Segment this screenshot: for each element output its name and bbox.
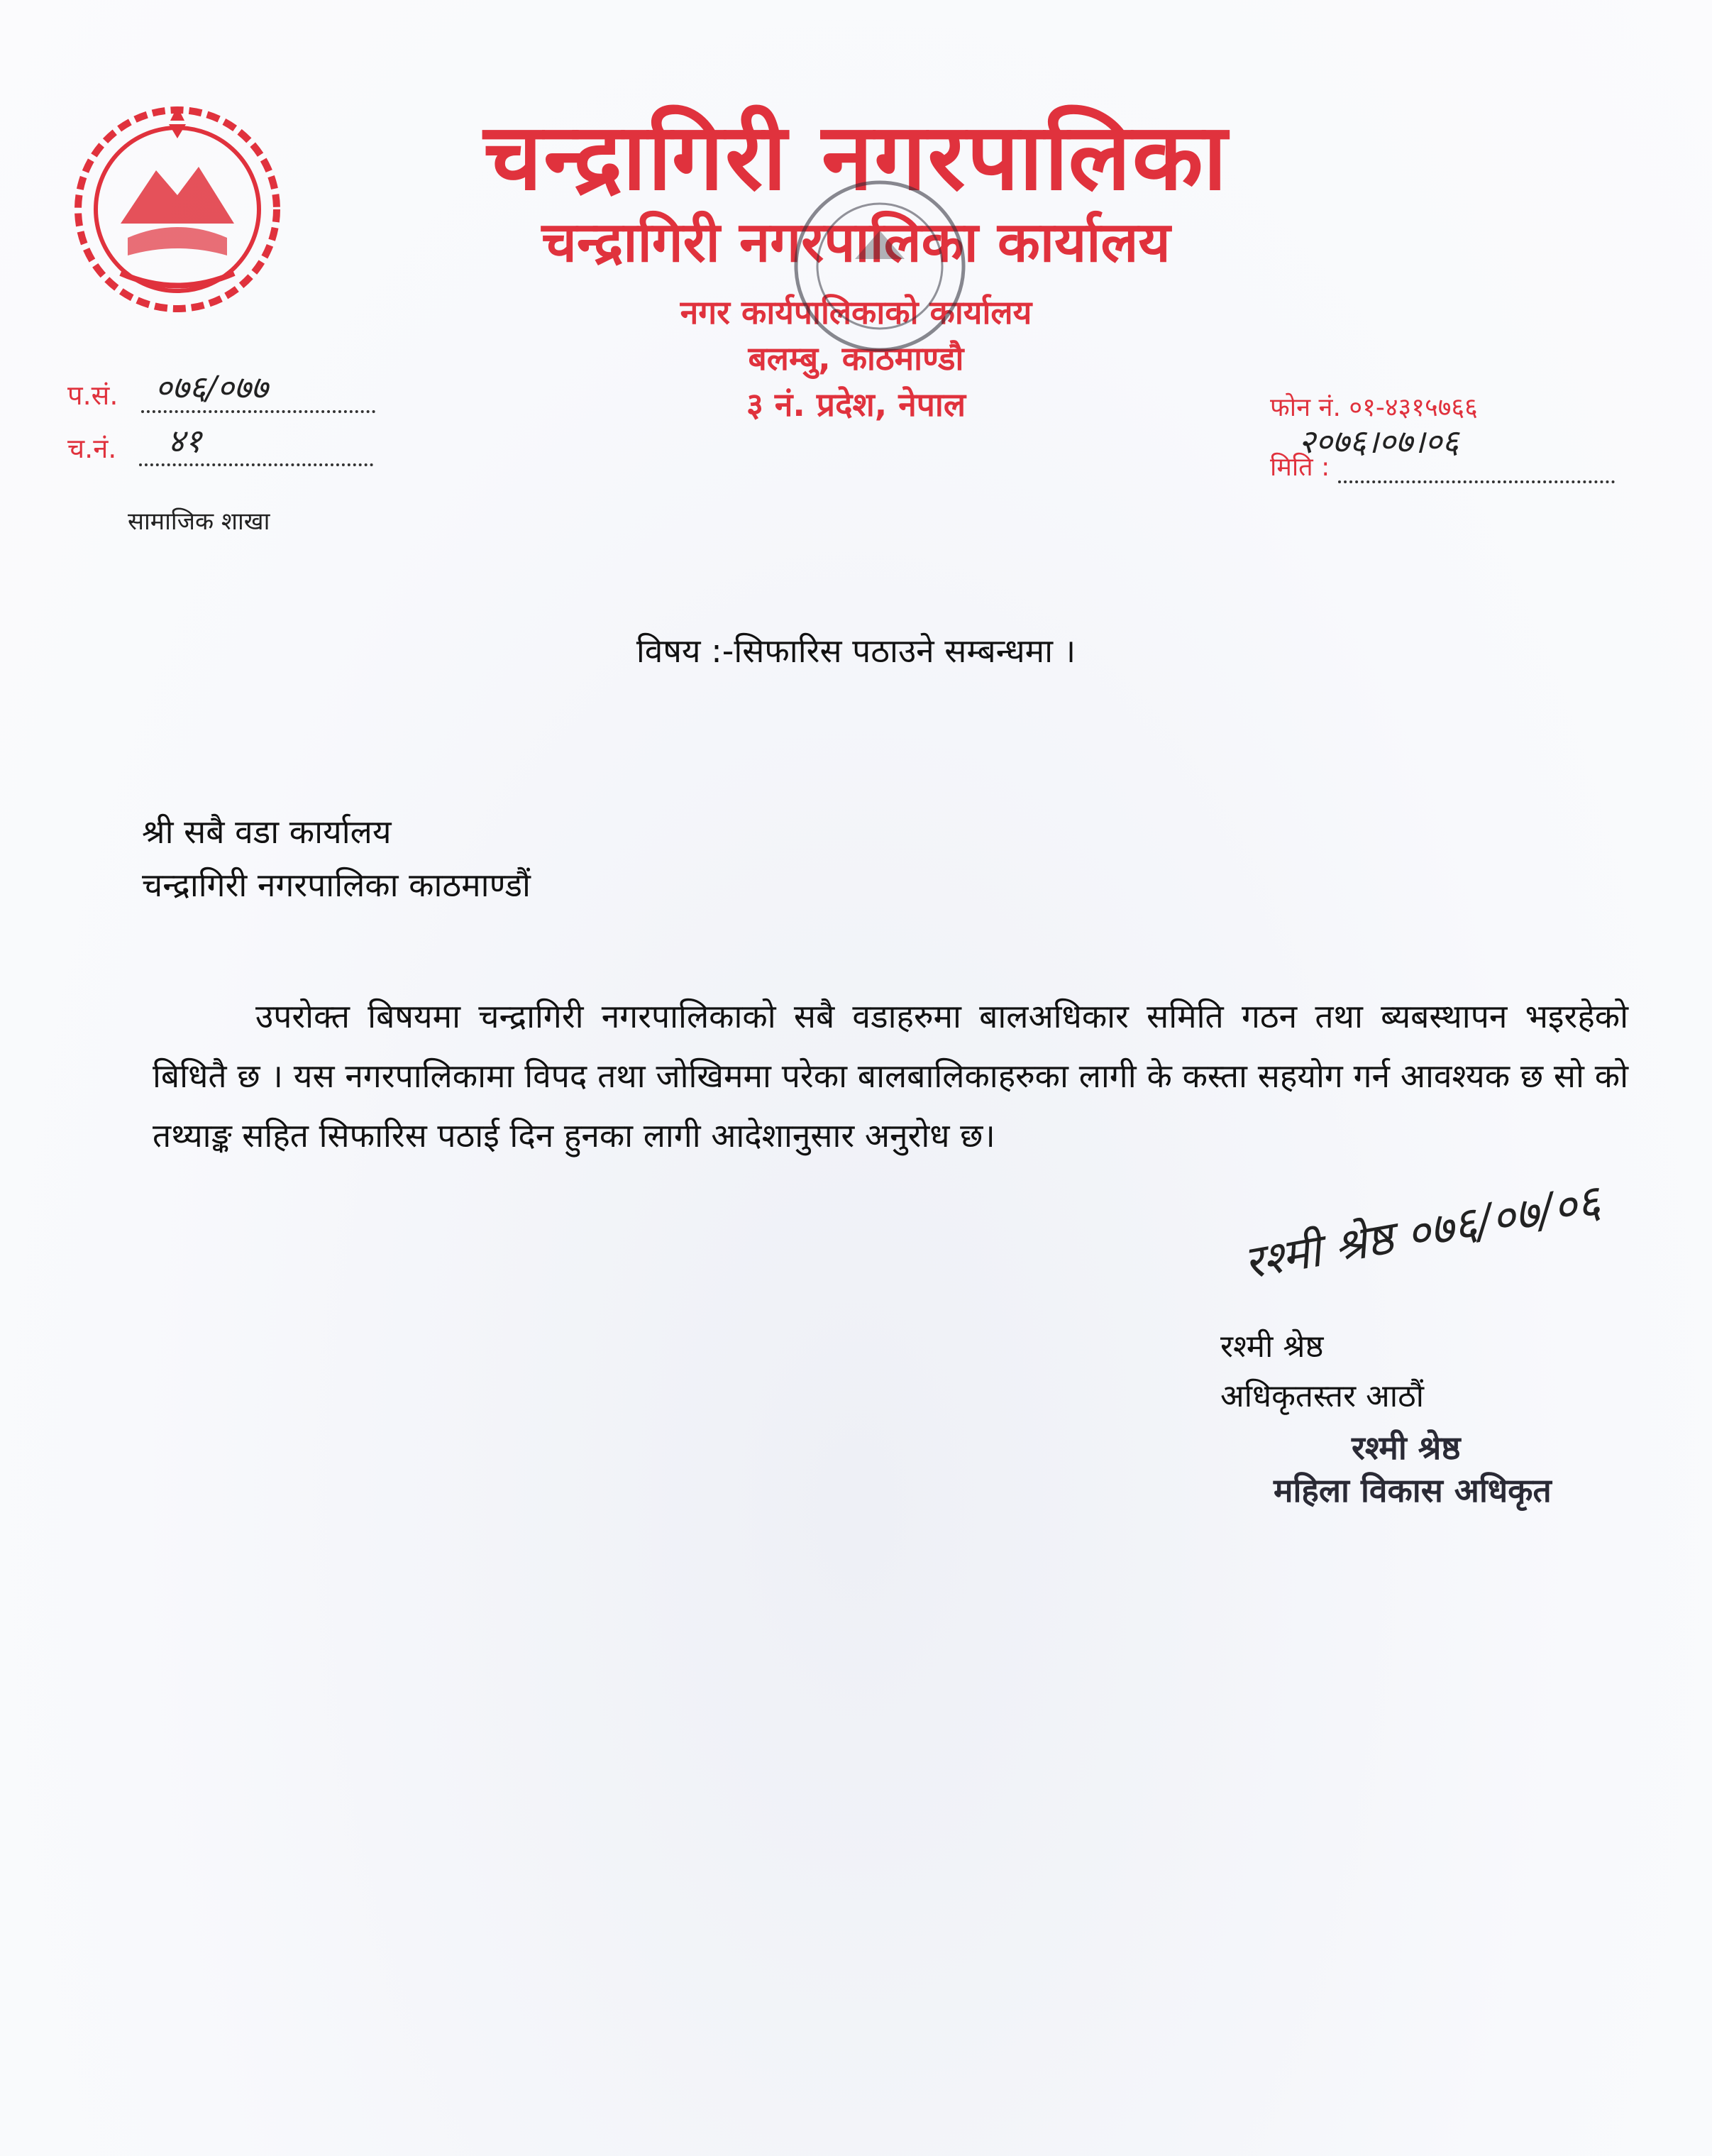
addressee-line-1: श्री सबै वडा कार्यालय (142, 813, 392, 851)
phone-label: फोन नं. (1270, 393, 1341, 422)
office-name: नगर कार्यपालिकाको कार्यालय (680, 293, 1032, 331)
handwritten-signature: रश्मी श्रेष्ठ ०७६/०७/०६ (1240, 1175, 1605, 1290)
municipality-title: चन्द्रागिरी नगरपालिका (483, 103, 1229, 211)
office-stamp-icon (788, 174, 972, 358)
municipality-subtitle: चन्द्रागिरी नगरपालिका कार्यालय (541, 211, 1171, 275)
section-name: सामाजिक शाखा (128, 507, 270, 536)
date-dotted-line (1338, 480, 1615, 483)
ps-label: प.सं. (67, 380, 118, 411)
signatory-name: रश्मी श्रेष्ठ (1220, 1329, 1324, 1365)
letter-body: उपरोक्त बिषयमा चन्द्रागिरी नगरपालिकाको सबै वडाहरुमा बालअधिकार समिति गठन तथा ब्यबस्थापन भइरहेको बिधितै छ । यस नगरपालिकामा विपद तथा जोखिममा परेका बालबालिकाहरुका लागी के कस्ता सहयोग गर्न आवश्यक छ सो को तथ्याङ्क सहित सिफारिस पठाई दिन हुनका लागी आदेशानुसार अनुरोध छ। (153, 997, 1628, 1155)
reference-ps (67, 368, 375, 413)
stamp-post: महिला विकास अधिकृत (1274, 1471, 1552, 1509)
stamp-name: रश्मी श्रेष्ठ (1352, 1429, 1461, 1467)
addressee-line-2: चन्द्रागिरी नगरपालिका काठमाण्डौं (142, 866, 531, 904)
office-province: ३ नं. प्रदेश, नेपाल (746, 385, 966, 424)
phone-value: ०१-४३१५७६६ (1349, 393, 1478, 422)
subject-line: विषय :-सिफारिस पठाउने सम्बन्धमा । (636, 632, 1076, 670)
date-label: मिति : (1270, 453, 1330, 482)
date-handwritten: २०७६।०७।०६ (1298, 422, 1459, 461)
office-location: बलम्बु, काठमाण्डौ (748, 339, 964, 378)
cn-label: च.नं. (67, 433, 117, 464)
date-line (1270, 449, 1615, 483)
ps-value: ०७६/०७७ (155, 368, 268, 407)
cn-value: ४१ (167, 422, 202, 460)
reference-cn (67, 422, 373, 466)
signatory-post: अधिकृतस्तर आठौं (1220, 1378, 1425, 1414)
